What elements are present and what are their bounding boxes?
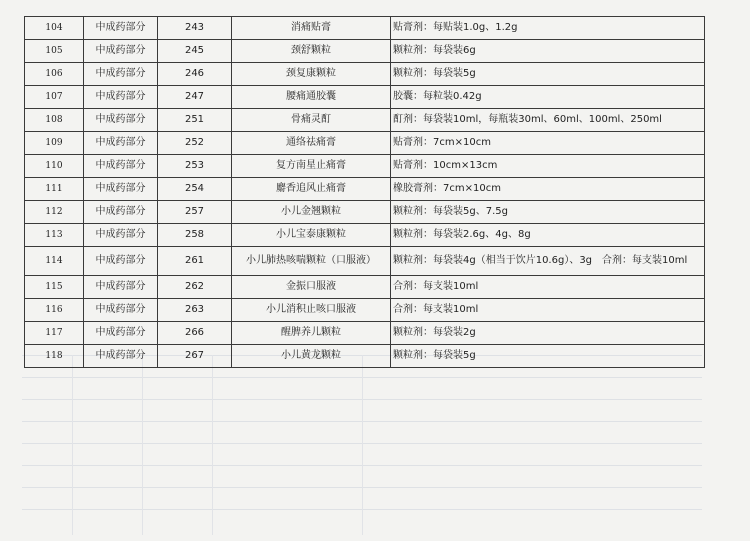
row-number: 115 [25,276,84,299]
row-number: 114 [25,247,84,276]
row-category: 中成药部分 [84,109,158,132]
row-category: 中成药部分 [84,201,158,224]
row-drug-name: 小儿肺热咳喘颗粒（口服液） [232,247,391,276]
row-code: 266 [158,322,232,345]
row-category: 中成药部分 [84,345,158,368]
row-number: 105 [25,40,84,63]
row-drug-name: 腰痛通胶囊 [232,86,391,109]
drug-table [24,16,705,368]
table-row [25,224,705,247]
row-drug-name: 小儿宝泰康颗粒 [232,224,391,247]
row-number: 109 [25,132,84,155]
row-code: 262 [158,276,232,299]
row-category: 中成药部分 [84,86,158,109]
row-specification: 颗粒剂：每袋装5g [391,63,705,86]
row-number: 116 [25,299,84,322]
row-specification: 颗粒剂：每袋装4g（相当于饮片10.6g）、3g 合剂：每支装10ml [391,247,705,276]
table-row [25,109,705,132]
table-row [25,201,705,224]
row-number: 117 [25,322,84,345]
row-category: 中成药部分 [84,178,158,201]
table-row [25,345,705,368]
row-specification: 贴膏剂：7cm×10cm [391,132,705,155]
row-code: 263 [158,299,232,322]
row-category: 中成药部分 [84,247,158,276]
row-category: 中成药部分 [84,322,158,345]
row-drug-name: 醒脾养儿颗粒 [232,322,391,345]
row-specification: 胶囊：每粒装0.42g [391,86,705,109]
row-specification: 颗粒剂：每袋装5g、7.5g [391,201,705,224]
row-category: 中成药部分 [84,299,158,322]
row-number: 110 [25,155,84,178]
row-drug-name: 颈舒颗粒 [232,40,391,63]
row-code: 261 [158,247,232,276]
row-number: 111 [25,178,84,201]
row-drug-name: 消痛贴膏 [232,17,391,40]
row-drug-name: 通络祛痛膏 [232,132,391,155]
row-number: 112 [25,201,84,224]
table-row [25,276,705,299]
row-code: 243 [158,17,232,40]
row-specification: 颗粒剂：每袋装2g [391,322,705,345]
row-code: 258 [158,224,232,247]
row-category: 中成药部分 [84,276,158,299]
row-code: 247 [158,86,232,109]
row-number: 118 [25,345,84,368]
row-drug-name: 小儿黄龙颗粒 [232,345,391,368]
row-specification: 橡胶膏剂：7cm×10cm [391,178,705,201]
row-code: 251 [158,109,232,132]
row-specification: 酊剂：每袋装10ml，每瓶装30ml、60ml、100ml、250ml [391,109,705,132]
row-drug-name: 金振口服液 [232,276,391,299]
table-row [25,322,705,345]
row-number: 106 [25,63,84,86]
row-category: 中成药部分 [84,40,158,63]
table-row [25,178,705,201]
row-number: 113 [25,224,84,247]
row-code: 267 [158,345,232,368]
drug-table-body [25,17,705,368]
row-number: 104 [25,17,84,40]
row-category: 中成药部分 [84,224,158,247]
row-specification: 贴膏剂：每贴装1.0g、1.2g [391,17,705,40]
row-number: 108 [25,109,84,132]
table-row [25,17,705,40]
row-drug-name: 颈复康颗粒 [232,63,391,86]
row-specification: 合剂：每支装10ml [391,276,705,299]
row-category: 中成药部分 [84,17,158,40]
row-code: 246 [158,63,232,86]
row-drug-name: 复方南星止痛膏 [232,155,391,178]
row-code: 257 [158,201,232,224]
row-category: 中成药部分 [84,155,158,178]
row-number: 107 [25,86,84,109]
row-drug-name: 麝香追风止痛膏 [232,178,391,201]
table-row [25,247,705,276]
bleed-through-shadow [22,355,702,535]
row-code: 254 [158,178,232,201]
row-code: 245 [158,40,232,63]
row-specification: 颗粒剂：每袋装5g [391,345,705,368]
row-code: 252 [158,132,232,155]
row-drug-name: 小儿金翘颗粒 [232,201,391,224]
row-specification: 合剂：每支装10ml [391,299,705,322]
row-category: 中成药部分 [84,132,158,155]
table-row [25,299,705,322]
row-drug-name: 小儿消积止咳口服液 [232,299,391,322]
table-row [25,132,705,155]
table-row [25,63,705,86]
row-drug-name: 骨痛灵酊 [232,109,391,132]
row-category: 中成药部分 [84,63,158,86]
row-specification: 颗粒剂：每袋装2.6g、4g、8g [391,224,705,247]
table-row [25,86,705,109]
table-row [25,155,705,178]
row-specification: 颗粒剂：每袋装6g [391,40,705,63]
row-code: 253 [158,155,232,178]
row-specification: 贴膏剂：10cm×13cm [391,155,705,178]
table-row [25,40,705,63]
